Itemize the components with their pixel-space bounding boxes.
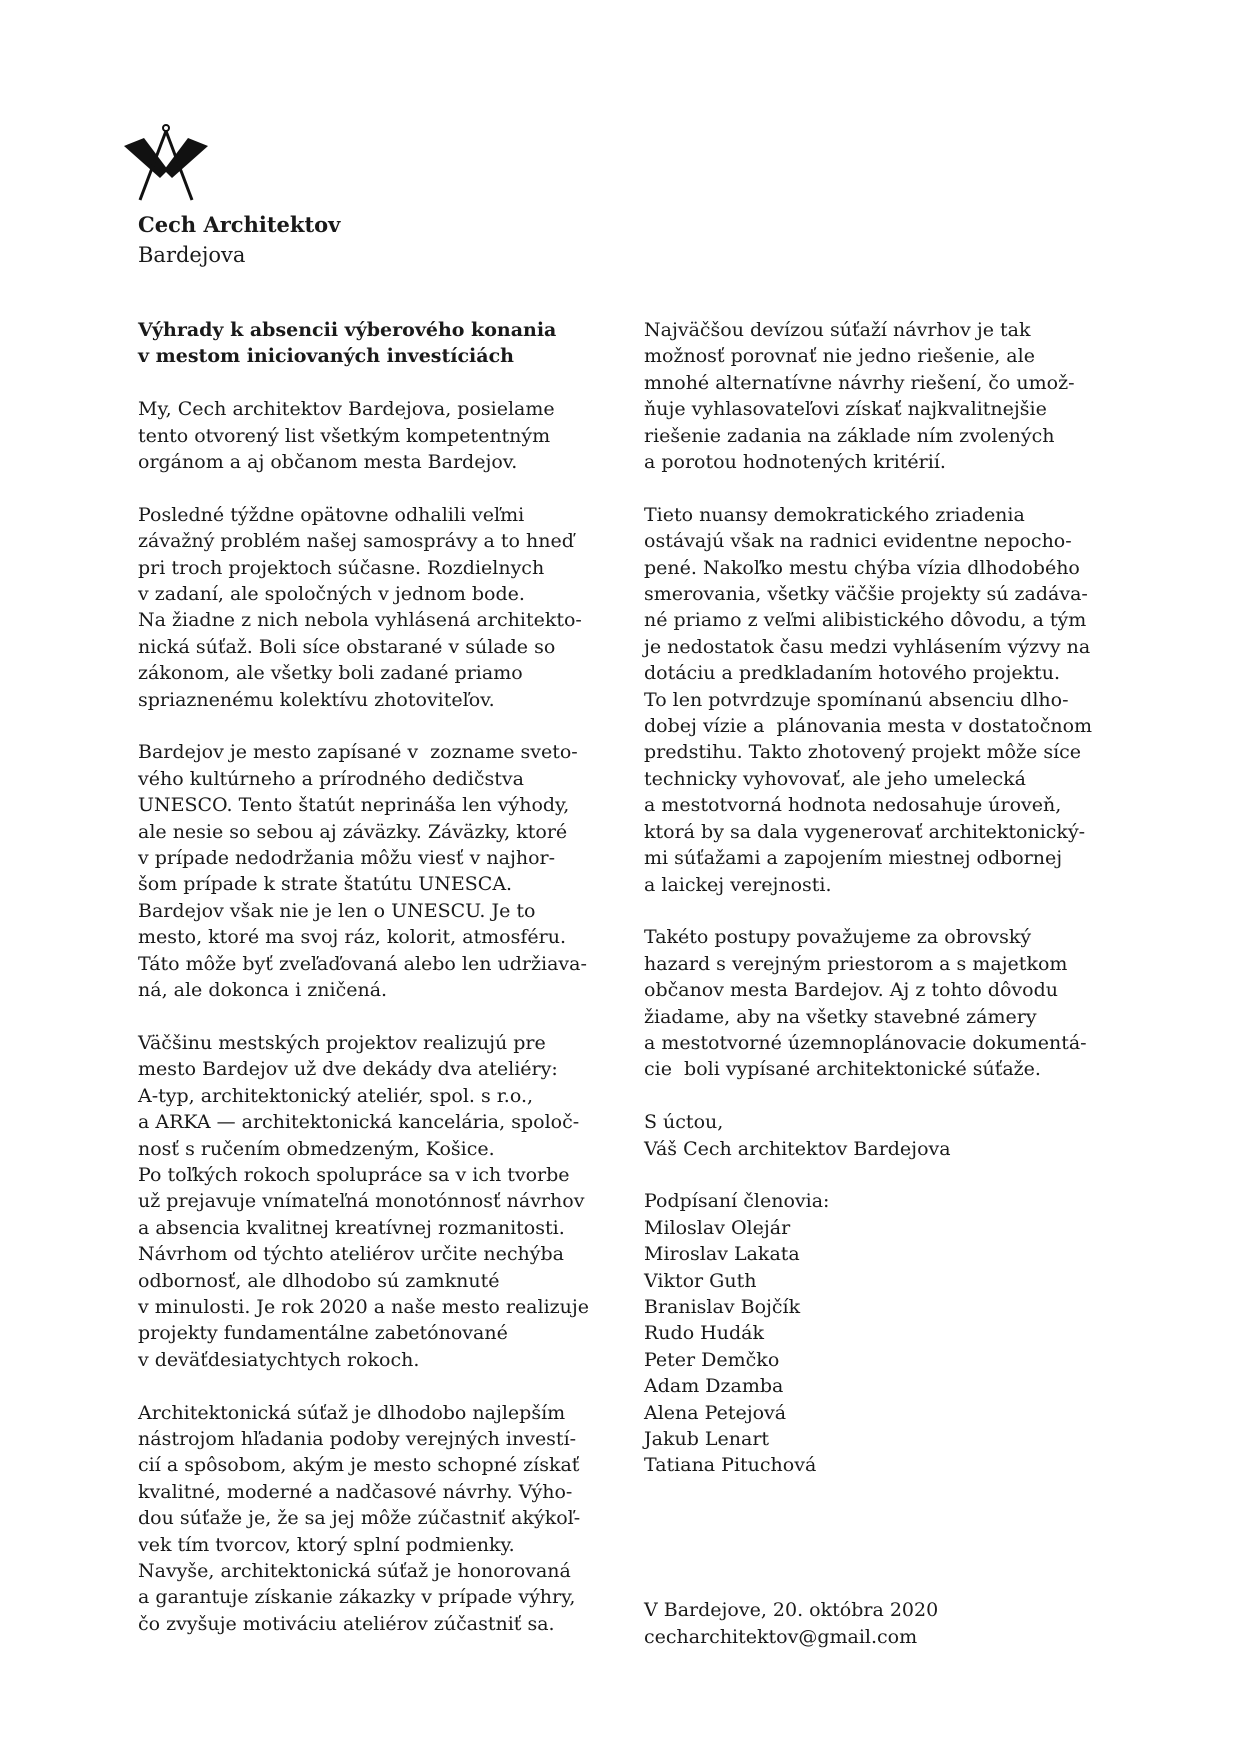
text-line: zákonom, ale všetky boli zadané priamo	[138, 662, 523, 685]
text-line: čo zvyšuje motiváciu ateliérov zúčastniť sa.	[138, 1612, 555, 1635]
signatory-name: Branislav Bojčík	[644, 1295, 801, 1318]
text-line: Na žiadne z nich nebola vyhlásená architekto-	[138, 609, 582, 632]
signatory-name: Miloslav Olejár	[644, 1216, 791, 1239]
signatories-label: Podpísaní členovia:	[644, 1190, 830, 1213]
text-line: v deväťdesiatychtych rokoch.	[138, 1348, 420, 1371]
text-line: To len potvrdzuje spomínanú absenciu dlho-	[644, 688, 1069, 711]
text-line: v minulosti. Je rok 2020 a naše mesto realizuje	[138, 1295, 590, 1318]
text-line: mesto, ktoré ma svoj ráz, kolorit, atmosféru.	[138, 926, 567, 949]
text-line: v prípade nedodržania môžu viesť v najhor-	[138, 847, 556, 870]
text-line: občanov mesta Bardejov. Aj z tohto dôvodu	[644, 979, 1059, 1002]
text-line: Takéto postupy považujeme za obrovský	[644, 926, 1032, 949]
text-line: spriaznenému kolektívu zhotoviteľov.	[138, 688, 495, 711]
text-line: závažný problém našej samosprávy a to hneď	[138, 530, 574, 553]
text-line: a laickej verejnosti.	[644, 873, 832, 896]
text-line: ktorá by sa dala vygenerovať architektonický-	[644, 820, 1086, 843]
text-line: Posledné týždne opätovne odhalili veľmi	[138, 503, 525, 526]
text-line: A-typ, architektonický ateliér, spol. s r.o.,	[138, 1084, 534, 1107]
signatory-name: Viktor Guth	[644, 1269, 757, 1292]
text-line: tento otvorený list všetkým kompetentným	[138, 424, 551, 447]
text-line: a mestotvorná hodnota nedosahuje úroveň,	[644, 794, 1062, 817]
text-line: mesto Bardejov už dve dekády dva ateliéry:	[138, 1058, 558, 1081]
text-line: vek tím tvorcov, ktorý splní podmienky.	[138, 1533, 515, 1556]
title-line: Výhrady k absencii výberového konania	[138, 319, 557, 341]
spacer	[644, 1505, 1114, 1597]
text-line: mi súťažami a zapojením miestnej odbornej	[644, 847, 1063, 870]
signatory-name: Jakub Lenart	[644, 1428, 770, 1450]
text-line: Návrhom od týchto ateliérov určite nechýba	[138, 1243, 564, 1266]
text-line: Po toľkých rokoch spolupráce sa v ich tvorbe	[138, 1163, 570, 1186]
text-line: UNESCO. Tento štatút neprináša len výhody,	[138, 794, 570, 817]
signatories-list	[644, 1188, 1114, 1478]
closing	[644, 1109, 1114, 1162]
text-line: smerovania, všetky väčšie projekty sú zadáva-	[644, 583, 1088, 606]
text-line: Najväčšou devízou súťaží návrhov je tak	[644, 319, 1031, 341]
text-line: dou súťaže je, že sa jej môže zúčastniť akýkoľ-	[138, 1507, 581, 1530]
paragraph	[138, 1400, 598, 1638]
text-line: už prejavuje vnímateľná monotónnosť návrhov	[138, 1190, 585, 1213]
text-line: Väčšinu mestských projektov realizujú pre	[138, 1031, 546, 1054]
text-line: Bardejov je mesto zapísané v zozname sveto-	[138, 741, 578, 764]
text-line: a garantuje získanie zákazky v prípade výhry,	[138, 1586, 576, 1609]
text-line: a absencia kvalitnej kreatívnej rozmanitosti.	[138, 1216, 565, 1239]
text-line: pené. Nakoľko mestu chýba vízia dlhodobého	[644, 556, 1080, 579]
org-name: Cech Architektov	[138, 212, 341, 237]
text-line: je nedostatok času medzi vyhlásením výzvy na	[644, 635, 1091, 658]
compass-and-square-icon	[124, 124, 208, 208]
text-line: šom prípade k strate štatútu UNESCA.	[138, 873, 513, 896]
right-column	[644, 317, 1114, 1676]
letter-title	[138, 317, 598, 370]
paragraph	[138, 502, 598, 713]
signatory-name: Rudo Hudák	[644, 1322, 764, 1345]
text-line: My, Cech architektov Bardejova, posielame	[138, 398, 555, 421]
contact-email: cecharchitektov@gmail.com	[644, 1625, 918, 1648]
paragraph	[138, 1030, 598, 1373]
text-line: riešenie zadania na základe ním zvolených	[644, 424, 1055, 447]
text-line: cie boli vypísané architektonické súťaže.	[644, 1058, 1041, 1081]
text-line: a mestotvorné územnoplánovacie dokumentá-	[644, 1031, 1087, 1054]
text-line: technicky vyhovovať, ale jeho umelecká	[644, 767, 1026, 790]
text-line: Navyše, architektonická súťaž je honorovaná	[138, 1560, 571, 1583]
text-line: a porotou hodnotených kritérií.	[644, 451, 946, 474]
text-line: predstihu. Takto zhotovený projekt môže síce	[644, 741, 1082, 764]
paragraph	[644, 924, 1114, 1082]
text-line: kvalitné, moderné a nadčasové návrhy. Výho-	[138, 1480, 573, 1503]
text-line: hazard s verejným priestorom a s majetkom	[644, 952, 1068, 975]
text-line: nástrojom hľadania podoby verejných investí-	[138, 1427, 577, 1450]
text-line: žiadame, aby na všetky stavebné zámery	[644, 1005, 1037, 1028]
text-line: v zadaní, ale spoločných v jednom bode.	[138, 583, 525, 606]
text-line: pri troch projektoch súčasne. Rozdielnych	[138, 556, 545, 579]
text-line: Architektonická súťaž je dlhodobo najlepším	[138, 1401, 566, 1424]
text-line: možnosť porovnať nie jedno riešenie, ale	[644, 345, 1035, 368]
title-line: v mestom iniciovaných investíciách	[138, 345, 514, 368]
left-column	[138, 317, 598, 1664]
signatory-name: Miroslav Lakata	[644, 1243, 800, 1266]
text-line: ostávajú však na radnici evidentne nepocho-	[644, 530, 1072, 553]
text-line: ňuje vyhlasovateľovi získať najkvalitnejšie	[644, 398, 1047, 421]
org-city: Bardejova	[138, 243, 246, 267]
paragraph	[138, 739, 598, 1003]
letterhead	[138, 210, 340, 270]
text-line: mnohé alternatívne návrhy riešení, čo umož-	[644, 371, 1075, 394]
text-line: dotáciu a predkladaním hotového projektu.	[644, 662, 1061, 685]
text-line: dobej vízie a plánovania mesta v dostatočnom	[644, 715, 1093, 738]
closing-line: S úctou,	[644, 1111, 724, 1134]
text-line: ale nesie so sebou aj záväzky. Záväzky, ktoré	[138, 820, 568, 843]
closing-line: Váš Cech architektov Bardejova	[644, 1137, 951, 1160]
signatory-name: Tatiana Pituchová	[644, 1454, 817, 1477]
place-date: V Bardejove, 20. októbra 2020	[644, 1599, 939, 1622]
text-line: orgánom a aj občanom mesta Bardejov.	[138, 451, 518, 474]
text-line: nosť s ručením obmedzeným, Košice.	[138, 1137, 495, 1160]
paragraph	[644, 317, 1114, 475]
signatory-name: Alena Petejová	[644, 1401, 787, 1424]
text-line: vého kultúrneho a prírodného dedičstva	[138, 767, 524, 790]
text-line: nická súťaž. Boli síce obstarané v súlade so	[138, 635, 556, 658]
signature-block	[644, 1597, 1114, 1650]
text-line: projekty fundamentálne zabetónované	[138, 1322, 508, 1345]
text-line: a ARKA — architektonická kancelária, spoloč-	[138, 1111, 580, 1134]
signatory-name: Peter Demčko	[644, 1348, 780, 1371]
signatory-name: Adam Dzamba	[644, 1375, 784, 1398]
text-line: odbornosť, ale dlhodobo sú zamknuté	[138, 1269, 500, 1292]
paragraph	[644, 502, 1114, 898]
text-line: cií a spôsobom, akým je mesto schopné získať	[138, 1454, 580, 1477]
text-line: Tieto nuansy demokratického zriadenia	[644, 503, 1025, 526]
paragraph	[138, 396, 598, 475]
text-line: Bardejov však nie je len o UNESCU. Je to	[138, 899, 536, 922]
text-line: ná, ale dokonca i zničená.	[138, 979, 388, 1002]
text-line: Táto môže byť zveľaďovaná alebo len udržiava-	[138, 952, 587, 975]
text-line: né priamo z veľmi alibistického dôvodu, a tým	[644, 609, 1087, 632]
